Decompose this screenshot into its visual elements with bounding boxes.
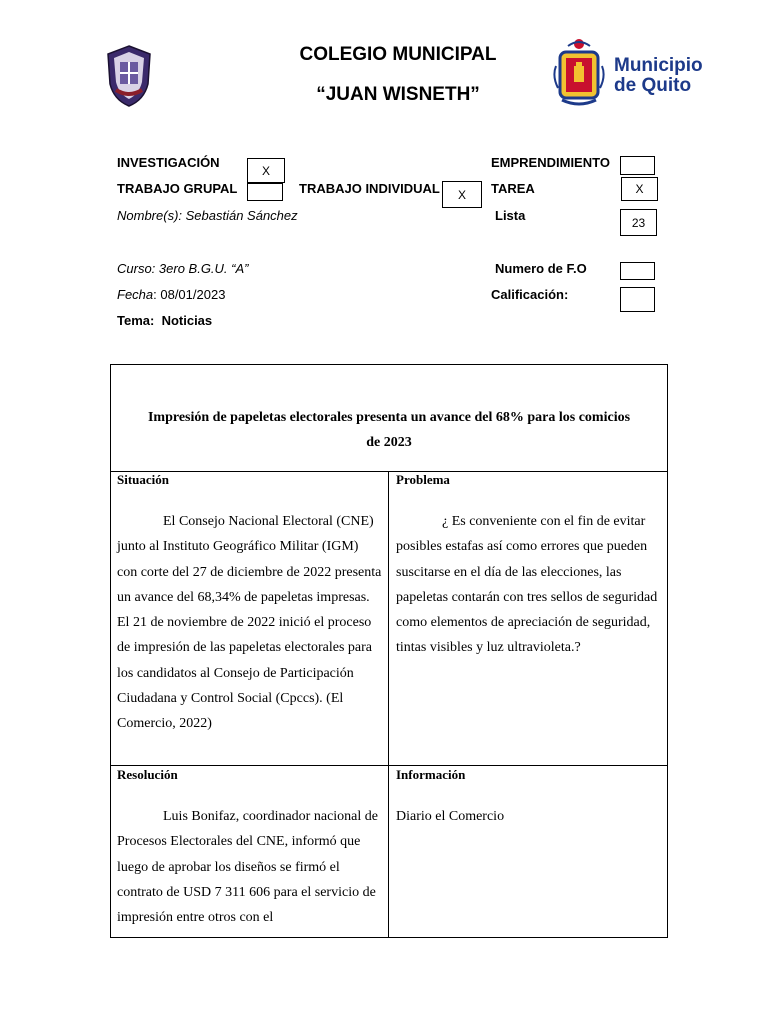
quito-coat-of-arms-icon [552,36,606,108]
municipio-line2: de Quito [614,75,692,96]
trabajo-individual-label: TRABAJO INDIVIDUAL [299,181,440,196]
news-headline [112,405,666,455]
situacion-heading: Situación [117,472,170,487]
trabajo-grupal-checkbox[interactable] [247,183,283,201]
trabajo-individual-checkbox[interactable]: X [442,181,482,208]
problema-heading: Problema [396,472,450,487]
tarea-checkbox[interactable]: X [621,177,658,201]
table-divider-middle [110,765,668,766]
calificacion-field[interactable] [620,287,655,312]
school-name-line1: COLEGIO MUNICIPAL [299,44,497,65]
nombres-label: Nombre(s): Sebastián Sánchez [117,208,298,223]
tarea-label: TAREA [491,181,535,196]
news-headline-line2: de 2023 [366,435,412,450]
lista-field[interactable]: 23 [620,209,657,236]
table-divider-vertical [388,471,389,938]
calificacion-label: Calificación: [491,287,569,302]
emprendimiento-label: EMPRENDIMIENTO [491,155,610,170]
situacion-text: El Consejo Nacional Electoral (CNE) junto al Instituto Geográfico Militar (IGM) con corte del 27 de diciembre de 2022 presenta un avance del 68,34% de papeletas impresas. El 21 de noviembre de 2022 inició el proceso de impresión de las papeletas electorales para los candidatos al Consejo de Participación Ciudadana y Control Social (Cpccs). (El Comercio, 2022) [117,514,382,732]
municipio-logo-text [614,56,703,96]
numero-fo-field[interactable] [620,262,655,280]
problema-text: ¿ Es conveniente con el fin de evitar posibles estafas así como errores que pueden suscitarse en el día de las elecciones, las papeletas contarán con tres sellos de seguridad como elementos de apreciación de seguridad, tintas visibles y luz ultravioleta.? [396,514,658,656]
trabajo-grupal-label: TRABAJO GRUPAL [117,181,238,196]
school-name-line2: “JUAN WISNETH” [316,84,480,105]
tema-value: Noticias [161,313,213,328]
resolucion-heading: Resolución [117,767,178,782]
news-headline-line1: Impresión de papeletas electorales presenta un avance del 68% para los comicios [147,410,631,425]
fecha-label: Fecha [117,287,154,302]
informacion-heading: Información [396,767,466,782]
tema-label: Tema: [117,313,155,328]
fecha-line [117,287,225,302]
investigacion-label: INVESTIGACIÓN [117,155,220,170]
lista-label: Lista [495,208,526,223]
fecha-value: : 08/01/2023 [153,287,226,302]
resolucion-text: Luis Bonifaz, coordinador nacional de Procesos Electorales del CNE, informó que luego de aprobar los diseños se firmó el contrato de USD 7 311 606 para el servicio de impresión entre otros con el [117,809,378,926]
table-divider-header [110,471,668,472]
municipio-line1: Municipio [614,55,703,76]
informacion-text: Diario el Comercio [396,809,505,824]
tema-line [117,313,212,328]
emprendimiento-checkbox[interactable] [620,156,655,175]
numero-fo-label: Numero de F.O [495,261,587,276]
investigacion-checkbox[interactable]: X [247,158,285,183]
curso-label: Curso: 3ero B.G.U. “A” [117,261,249,276]
